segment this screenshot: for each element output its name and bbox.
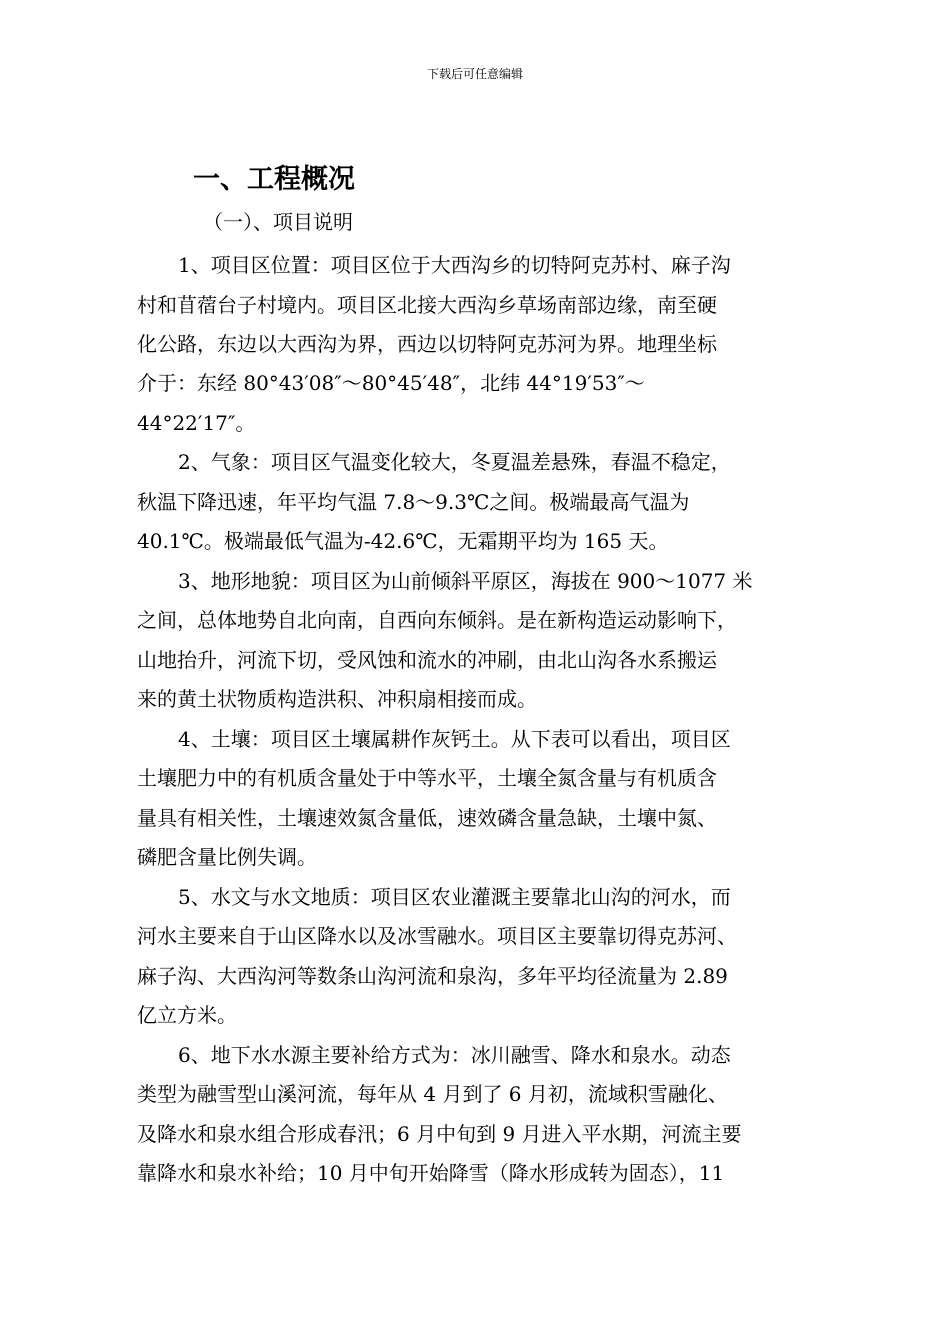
paragraph-1-line-3: 化公路，东边以大西沟为界，西边以切特阿克苏河为界。地理坐标 — [137, 332, 717, 356]
paragraph-4-line-2: 土壤肥力中的有机质含量处于中等水平，土壤全氮含量与有机质含 — [137, 766, 717, 790]
paragraph-3-line-2: 之间，总体地势自北向南，自西向东倾斜。是在新构造运动影响下， — [137, 608, 737, 632]
section-title: 一、工程概况 — [193, 164, 355, 195]
subsection-title: （一）、项目说明 — [203, 210, 353, 234]
paragraph-1-line-1: 1、项目区位置：项目区位于大西沟乡的切特阿克苏村、麻子沟 — [178, 253, 731, 277]
paragraph-5-line-3: 麻子沟、大西沟河等数条山沟河流和泉沟，多年平均径流量为 2.89 — [137, 964, 728, 988]
paragraph-4-line-1: 4、土壤：项目区土壤属耕作灰钙土。从下表可以看出，项目区 — [178, 727, 731, 751]
paragraph-6-line-2: 类型为融雪型山溪河流，每年从 4 月到了 6 月初，流域积雪融化、 — [137, 1082, 728, 1106]
paragraph-3-line-4: 来的黄土状物质构造洪积、冲积扇相接而成。 — [137, 687, 537, 711]
paragraph-5-line-1: 5、水文与水文地质：项目区农业灌溉主要靠北山沟的河水，而 — [178, 885, 731, 909]
paragraph-1-line-4: 介于：东经 80°43′08″～80°45′48″，北纬 44°19′53″～ — [137, 371, 645, 395]
paragraph-6-line-4: 靠降水和泉水补给；10 月中旬开始降雪（降水形成转为固态），11 — [137, 1161, 725, 1185]
paragraph-6-line-3: 及降水和泉水组合形成春汛；6 月中旬到 9 月进入平水期，河流主要 — [137, 1122, 742, 1146]
paragraph-1-line-5: 44°22′17″。 — [137, 411, 256, 435]
paragraph-3-line-1: 3、地形地貌：项目区为山前倾斜平原区，海拔在 900～1077 米 — [178, 569, 753, 593]
paragraph-4-line-3: 量具有相关性，土壤速效氮含量低，速效磷含量急缺，土壤中氮、 — [137, 806, 717, 830]
paragraph-5-line-4: 亿立方米。 — [137, 1003, 237, 1027]
paragraph-1-line-2: 村和苜蓿台子村境内。项目区北接大西沟乡草场南部边缘，南至硬 — [137, 293, 717, 317]
page-header: 下载后可任意编辑 — [426, 67, 523, 81]
paragraph-4-line-4: 磷肥含量比例失调。 — [137, 845, 317, 869]
paragraph-6-line-1: 6、地下水水源主要补给方式为：冰川融雪、降水和泉水。动态 — [178, 1043, 731, 1067]
paragraph-2-line-1: 2、气象：项目区气温变化较大，冬夏温差悬殊，春温不稳定， — [178, 450, 731, 474]
paragraph-2-line-2: 秋温下降迅速，年平均气温 7.8～9.3℃之间。极端最高气温为 — [137, 490, 690, 514]
paragraph-2-line-3: 40.1℃。极端最低气温为-42.6℃，无霜期平均为 165 天。 — [137, 529, 669, 553]
paragraph-3-line-3: 山地抬升，河流下切，受风蚀和流水的冲刷，由北山沟各水系搬运 — [137, 648, 717, 672]
paragraph-5-line-2: 河水主要来自于山区降水以及冰雪融水。项目区主要靠切得克苏河、 — [137, 924, 737, 948]
